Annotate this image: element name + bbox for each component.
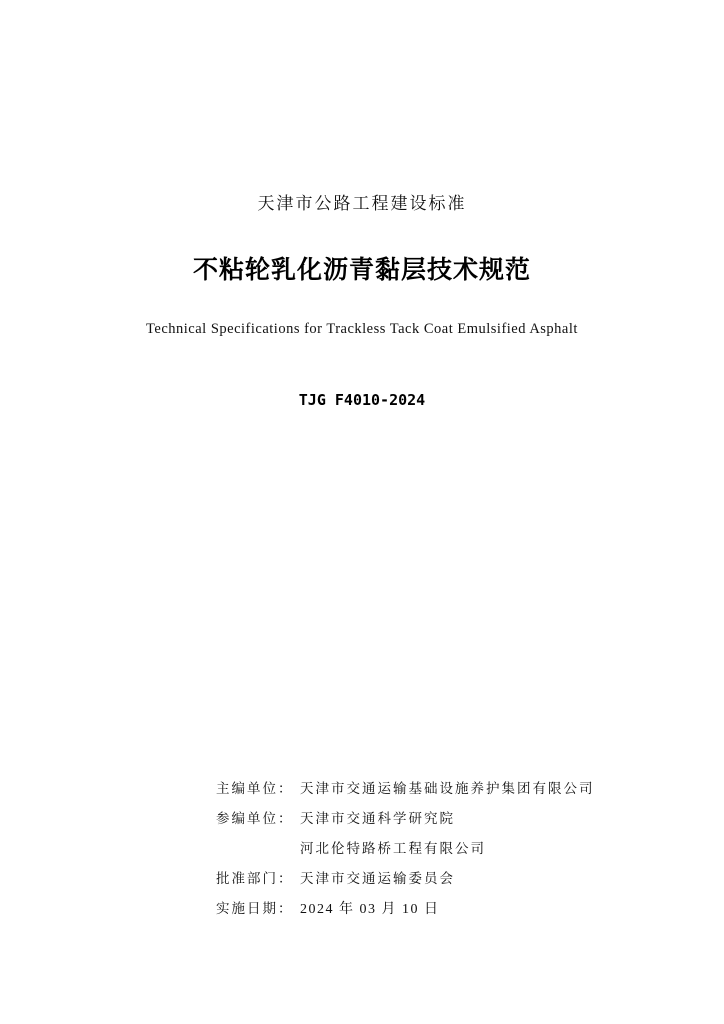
standard-code: TJG F4010-2024 xyxy=(298,391,426,409)
effective-date-row xyxy=(216,898,656,928)
approver-value: 天津市交通运输委员会 xyxy=(300,871,455,887)
chief-editor-label: 主编单位： xyxy=(216,781,294,797)
effective-date-label: 实施日期： xyxy=(216,901,294,917)
effective-date-value: 2024 年 03 月 10 日 xyxy=(300,902,440,917)
co-editor-value-2: 河北伦特路桥工程有限公司 xyxy=(300,841,486,857)
co-editor-label: 参编单位： xyxy=(216,811,294,827)
document-title-english: Technical Specifications for Trackless Tack Coat Emulsified Asphalt xyxy=(146,321,578,337)
standard-series-title: 天津市公路工程建设标准 xyxy=(257,194,467,214)
document-title-chinese: 不粘轮乳化沥青黏层技术规范 xyxy=(192,255,531,284)
approver-label: 批准部门： xyxy=(216,871,294,887)
chief-editor-row xyxy=(216,778,656,808)
publication-info xyxy=(216,778,656,928)
co-editor-row xyxy=(216,808,656,838)
co-editor-value-1: 天津市交通科学研究院 xyxy=(300,811,455,827)
co-editor-row-2 xyxy=(216,838,656,868)
chief-editor-value: 天津市交通运输基础设施养护集团有限公司 xyxy=(300,781,595,797)
approver-row xyxy=(216,868,656,898)
